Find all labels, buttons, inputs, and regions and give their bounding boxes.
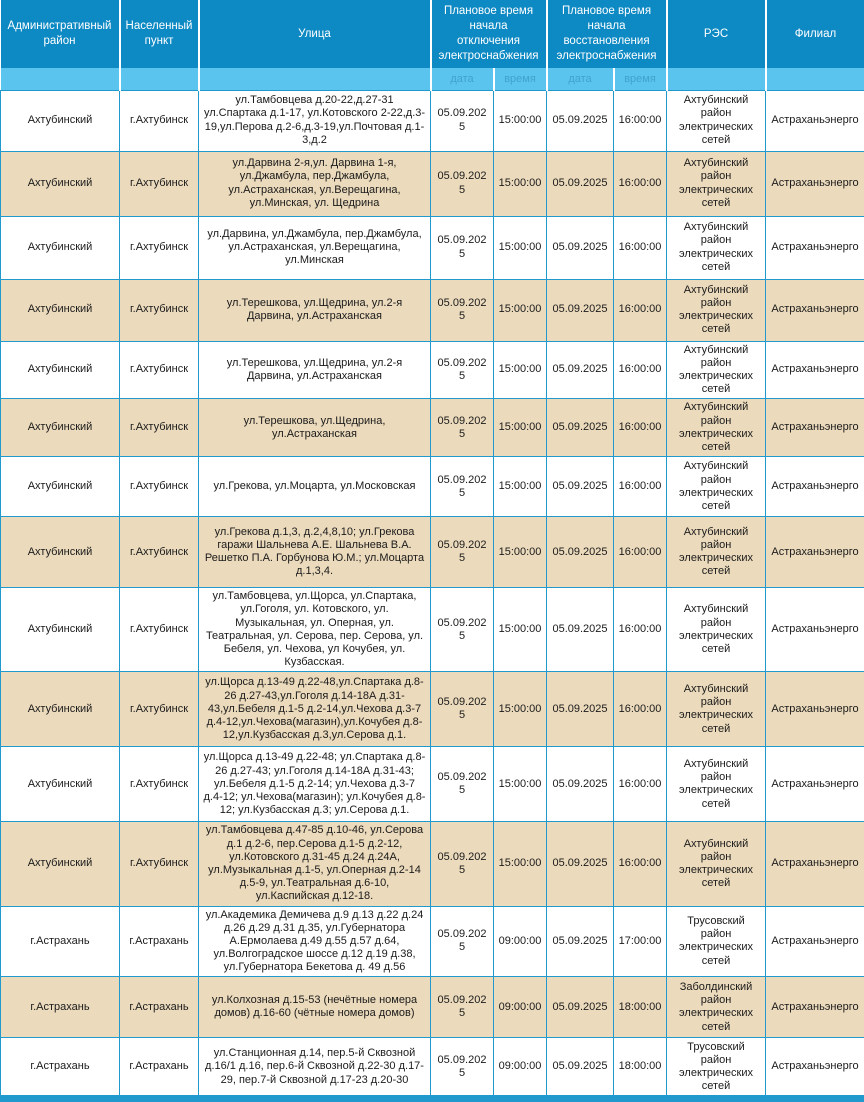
cell-branch: Астраханьэнерго	[766, 588, 864, 672]
cell-branch: Астраханьэнерго	[766, 517, 864, 588]
table-row	[1, 216, 864, 279]
header-res: РЭС	[667, 0, 766, 68]
cell-res: Ахтубинский район электрических сетей	[667, 279, 766, 341]
cell-district: г.Астрахань	[1, 906, 120, 977]
cell-restore-date: 05.09.2025	[547, 977, 614, 1038]
cell-restore-time: 16:00:00	[614, 399, 667, 457]
cell-restore-date: 05.09.2025	[547, 457, 614, 517]
cell-street: ул.Тамбовцева д.47-85 д.10-46, ул.Серова д.1 д.2-6, пер.Серова д.1-5 д.2-12, ул.Котовского д.31-45 д.24 д.24А, ул.Музыкальная д.1-5, ул.Оперная д.2-14 д.5-9, ул.Театральная д.6-10, ул.Каспийская д.12-18.	[199, 822, 431, 906]
cell-res: Ахтубинский район электрических сетей	[667, 517, 766, 588]
cell-restore-date: 05.09.2025	[547, 399, 614, 457]
cell-restore-date: 05.09.2025	[547, 517, 614, 588]
cell-restore-time: 16:00:00	[614, 517, 667, 588]
cell-settlement: г.Ахтубинск	[120, 90, 199, 151]
header-outage-group: Плановое время начала отключения электроснабжения	[431, 0, 547, 68]
cell-street: ул.Щорса д.13-49 д.22-48,ул.Спартака д.8-26 д.27-43,ул.Гоголя д.14-18А д.31-43,ул.Бебеля д.1-5 д.2-14,ул.Чехова д.3-7 д.4-12,ул.Чехова(магазин),ул.Кочубея д.8-12,ул.Кузбасская д.3,ул.Серова д.1.	[199, 672, 431, 747]
table-row	[1, 588, 864, 672]
cell-res: Ахтубинский район электрических сетей	[667, 457, 766, 517]
cell-branch: Астраханьэнерго	[766, 672, 864, 747]
cell-branch: Астраханьэнерго	[766, 1038, 864, 1096]
cell-street: ул.Академика Демичева д.9 д.13 д.22 д.24 д.26 д.29 д.31 д.35, ул.Губернатора А.Ермолаева д.49 д.55 д.57 д.64, ул.Волгоградское шоссе д.12 д.19 д.38, ул.Губернатора Бекетова д. 49 д.56	[199, 906, 431, 977]
cell-restore-date: 05.09.2025	[547, 588, 614, 672]
table-row	[1, 90, 864, 151]
cell-res: Ахтубинский район электрических сетей	[667, 216, 766, 279]
cell-branch: Астраханьэнерго	[766, 747, 864, 822]
cell-outage-time: 15:00:00	[494, 90, 547, 151]
cell-outage-date: 05.09.2025	[431, 279, 494, 341]
cell-outage-date: 05.09.2025	[431, 399, 494, 457]
cell-district: Ахтубинский	[1, 588, 120, 672]
cell-district: Ахтубинский	[1, 151, 120, 216]
cell-settlement: г.Астрахань	[120, 906, 199, 977]
cell-outage-time: 15:00:00	[494, 457, 547, 517]
cell-outage-time: 15:00:00	[494, 822, 547, 906]
cell-res: Трусовский район электрических сетей	[667, 906, 766, 977]
cell-district: Ахтубинский	[1, 90, 120, 151]
subheader-restore-date: дата	[547, 68, 614, 90]
cell-outage-date: 05.09.2025	[431, 1038, 494, 1096]
cell-outage-time: 09:00:00	[494, 906, 547, 977]
header-row	[1, 0, 864, 68]
cell-settlement: г.Ахтубинск	[120, 672, 199, 747]
table-row	[1, 279, 864, 341]
subheader-empty-street	[199, 68, 431, 90]
cell-outage-time: 15:00:00	[494, 517, 547, 588]
cell-settlement: г.Ахтубинск	[120, 151, 199, 216]
cell-settlement: г.Ахтубинск	[120, 341, 199, 399]
cell-restore-time: 16:00:00	[614, 341, 667, 399]
cell-district: г.Астрахань	[1, 977, 120, 1038]
table-row	[1, 672, 864, 747]
cell-restore-date: 05.09.2025	[547, 90, 614, 151]
table-row	[1, 822, 864, 906]
cell-res: Ахтубинский район электрических сетей	[667, 90, 766, 151]
cell-res: Ахтубинский район электрических сетей	[667, 747, 766, 822]
cell-restore-date: 05.09.2025	[547, 279, 614, 341]
cell-district: Ахтубинский	[1, 747, 120, 822]
cell-district: Ахтубинский	[1, 341, 120, 399]
cell-restore-date: 05.09.2025	[547, 1038, 614, 1096]
cell-settlement: г.Ахтубинск	[120, 517, 199, 588]
cell-settlement: г.Астрахань	[120, 977, 199, 1038]
cell-district: Ахтубинский	[1, 672, 120, 747]
cell-settlement: г.Ахтубинск	[120, 822, 199, 906]
cell-outage-date: 05.09.2025	[431, 457, 494, 517]
cell-outage-time: 15:00:00	[494, 588, 547, 672]
cell-outage-date: 05.09.2025	[431, 822, 494, 906]
cell-outage-time: 15:00:00	[494, 672, 547, 747]
header-settlement: Населенный пункт	[120, 0, 199, 68]
cell-branch: Астраханьэнерго	[766, 977, 864, 1038]
cell-restore-time: 16:00:00	[614, 672, 667, 747]
cell-res: Ахтубинский район электрических сетей	[667, 341, 766, 399]
cell-outage-date: 05.09.2025	[431, 151, 494, 216]
cell-street: ул.Дарвина 2-я,ул. Дарвина 1-я, ул.Джамбула, пер.Джамбула, ул.Астраханская, ул.Верещагина, ул.Минская, ул. Щедрина	[199, 151, 431, 216]
cell-restore-date: 05.09.2025	[547, 216, 614, 279]
cell-res: Заболдинский район электрических сетей	[667, 977, 766, 1038]
cell-restore-time: 16:00:00	[614, 279, 667, 341]
cell-restore-date: 05.09.2025	[547, 672, 614, 747]
cell-street: ул.Грекова, ул.Моцарта, ул.Московская	[199, 457, 431, 517]
cell-outage-time: 15:00:00	[494, 747, 547, 822]
cell-outage-time: 09:00:00	[494, 1038, 547, 1096]
cell-res: Ахтубинский район электрических сетей	[667, 672, 766, 747]
subheader-empty-district	[1, 68, 120, 90]
cell-outage-date: 05.09.2025	[431, 517, 494, 588]
subheader-empty-branch	[766, 68, 864, 90]
table-row	[1, 906, 864, 977]
cell-restore-time: 16:00:00	[614, 588, 667, 672]
cell-street: ул.Тамбовцева д.20-22,д.27-31 ул.Спартака д.1-17, ул.Котовского 2-22,д.3-19,ул.Перова д.2-6,д.3-19,ул.Почтовая д.1-3,д.2	[199, 90, 431, 151]
cell-res: Ахтубинский район электрических сетей	[667, 822, 766, 906]
table-header	[1, 0, 864, 90]
table-row	[1, 747, 864, 822]
cell-branch: Астраханьэнерго	[766, 216, 864, 279]
cell-res: Ахтубинский район электрических сетей	[667, 399, 766, 457]
cell-outage-time: 15:00:00	[494, 279, 547, 341]
cell-outage-date: 05.09.2025	[431, 588, 494, 672]
cell-settlement: г.Ахтубинск	[120, 216, 199, 279]
table-row	[1, 457, 864, 517]
cell-outage-time: 15:00:00	[494, 151, 547, 216]
cell-restore-time: 16:00:00	[614, 90, 667, 151]
cell-street: ул.Щорса д.13-49 д.22-48; ул.Спартака д.8-26 д.27-43; ул.Гоголя д.14-18А д.31-43; ул.Бебеля д.1-5 д.2-14; ул.Чехова д.3-7 д.4-12; ул.Чехова(магазин); ул.Кочубея д.8-12; ул.Кузбасская д.3; ул.Серова д.1.	[199, 747, 431, 822]
table-row	[1, 977, 864, 1038]
header-branch: Филиал	[766, 0, 864, 68]
subheader-outage-date: дата	[431, 68, 494, 90]
cell-street: ул.Тамбовцева, ул.Щорса, ул.Спартака, ул.Гоголя, ул. Котовского, ул. Музыкальная, ул. Оперная, ул. Театральная, ул. Серова, пер. Серова, ул. Бебеля, ул. Чехова, ул Кочубея, ул. Кузбасская.	[199, 588, 431, 672]
cell-branch: Астраханьэнерго	[766, 906, 864, 977]
cell-outage-date: 05.09.2025	[431, 90, 494, 151]
header-street: Улица	[199, 0, 431, 68]
cell-district: Ахтубинский	[1, 216, 120, 279]
cell-outage-time: 15:00:00	[494, 216, 547, 279]
subheader-restore-time: время	[614, 68, 667, 90]
table-row	[1, 341, 864, 399]
cell-outage-date: 05.09.2025	[431, 747, 494, 822]
cell-district: Ахтубинский	[1, 399, 120, 457]
cell-res: Ахтубинский район электрических сетей	[667, 151, 766, 216]
cell-branch: Астраханьэнерго	[766, 822, 864, 906]
cell-settlement: г.Ахтубинск	[120, 399, 199, 457]
cell-branch: Астраханьэнерго	[766, 399, 864, 457]
cell-restore-date: 05.09.2025	[547, 151, 614, 216]
cell-restore-time: 16:00:00	[614, 457, 667, 517]
table-row	[1, 517, 864, 588]
cell-restore-time: 16:00:00	[614, 151, 667, 216]
cell-outage-time: 09:00:00	[494, 977, 547, 1038]
table-bottom-bar	[0, 1096, 864, 1102]
table-row	[1, 399, 864, 457]
cell-district: Ахтубинский	[1, 279, 120, 341]
cell-branch: Астраханьэнерго	[766, 341, 864, 399]
cell-branch: Астраханьэнерго	[766, 457, 864, 517]
cell-restore-date: 05.09.2025	[547, 747, 614, 822]
cell-res: Трусовский район электрических сетей	[667, 1038, 766, 1096]
cell-restore-time: 16:00:00	[614, 822, 667, 906]
header-restore-group: Плановое время начала восстановления электроснабжения	[547, 0, 667, 68]
cell-outage-date: 05.09.2025	[431, 672, 494, 747]
cell-settlement: г.Астрахань	[120, 1038, 199, 1096]
cell-street: ул.Терешкова, ул.Щедрина, ул.Астраханская	[199, 399, 431, 457]
cell-restore-date: 05.09.2025	[547, 341, 614, 399]
cell-district: Ахтубинский	[1, 517, 120, 588]
cell-district: г.Астрахань	[1, 1038, 120, 1096]
table-row	[1, 1038, 864, 1096]
cell-outage-time: 15:00:00	[494, 341, 547, 399]
subheader-outage-time: время	[494, 68, 547, 90]
cell-settlement: г.Ахтубинск	[120, 588, 199, 672]
table-body	[1, 90, 864, 1096]
cell-street: ул.Дарвина, ул.Джамбула, пер.Джамбула, ул.Астраханская, ул.Верещагина, ул.Минская	[199, 216, 431, 279]
subheader-empty-res	[667, 68, 766, 90]
cell-restore-date: 05.09.2025	[547, 822, 614, 906]
cell-branch: Астраханьэнерго	[766, 279, 864, 341]
subheader-empty-settlement	[120, 68, 199, 90]
cell-district: Ахтубинский	[1, 457, 120, 517]
cell-outage-date: 05.09.2025	[431, 977, 494, 1038]
cell-restore-time: 17:00:00	[614, 906, 667, 977]
cell-settlement: г.Ахтубинск	[120, 279, 199, 341]
table-row	[1, 151, 864, 216]
subheader-row	[1, 68, 864, 90]
cell-outage-date: 05.09.2025	[431, 216, 494, 279]
cell-settlement: г.Ахтубинск	[120, 747, 199, 822]
cell-street: ул.Грекова д.1,3, д.2,4,8,10; ул.Грекова гаражи Шальнева А.Е. Шальнева В.А. Решетко П.А. Горбунова Ю.М.; ул.Моцарта д.1,3,4.	[199, 517, 431, 588]
cell-restore-time: 16:00:00	[614, 216, 667, 279]
cell-restore-date: 05.09.2025	[547, 906, 614, 977]
cell-restore-time: 16:00:00	[614, 747, 667, 822]
cell-district: Ахтубинский	[1, 822, 120, 906]
cell-restore-time: 18:00:00	[614, 1038, 667, 1096]
cell-outage-time: 15:00:00	[494, 399, 547, 457]
cell-street: ул.Терешкова, ул.Щедрина, ул.2-я Дарвина, ул.Астраханская	[199, 279, 431, 341]
cell-settlement: г.Ахтубинск	[120, 457, 199, 517]
cell-outage-date: 05.09.2025	[431, 906, 494, 977]
cell-street: ул.Колхозная д.15-53 (нечётные номера домов) д.16-60 (чётные номера домов)	[199, 977, 431, 1038]
cell-branch: Астраханьэнерго	[766, 90, 864, 151]
cell-street: ул.Станционная д.14, пер.5-й Сквозной д.16/1 д.16, пер.6-й Сквозной д.22-30 д.17-29, пер.7-й Сквозной д.17-23 д.20-30	[199, 1038, 431, 1096]
cell-branch: Астраханьэнерго	[766, 151, 864, 216]
cell-outage-date: 05.09.2025	[431, 341, 494, 399]
cell-street: ул.Терешкова, ул.Щедрина, ул.2-я Дарвина, ул.Астраханская	[199, 341, 431, 399]
header-admin-district: Административный район	[1, 0, 120, 68]
cell-restore-time: 18:00:00	[614, 977, 667, 1038]
cell-res: Ахтубинский район электрических сетей	[667, 588, 766, 672]
